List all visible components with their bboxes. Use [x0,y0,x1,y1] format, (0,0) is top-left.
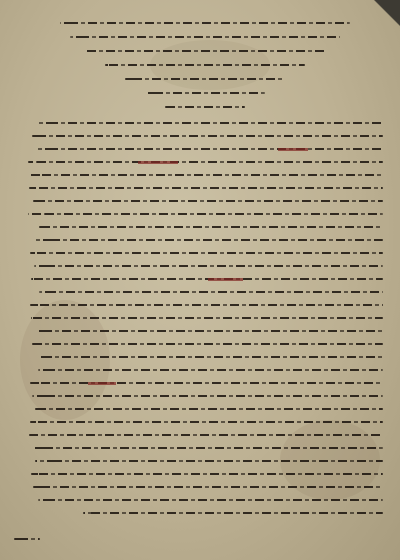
ink-line [105,64,305,66]
ink-line [60,22,350,24]
ink-line [37,148,383,150]
ink-line [14,538,40,540]
margin-note [14,534,44,544]
ink-line [39,356,383,358]
ink-line [37,330,383,332]
ink-line [31,278,383,280]
ink-line [28,213,383,215]
ink-line [30,421,383,423]
ink-line [32,135,383,137]
main-text-block [28,118,383,523]
ink-line [31,473,383,475]
ink-line [39,226,383,228]
ink-line [30,304,383,306]
ink-line [32,447,383,449]
ink-line [30,382,383,384]
rubric-mark [208,278,243,281]
ink-line [165,106,245,108]
ink-line [70,36,340,38]
ink-line [28,161,383,163]
ink-line [33,239,383,241]
ink-line [33,486,383,488]
ink-line [29,434,383,436]
ink-line [39,291,383,293]
ink-line [85,50,325,52]
rubric-mark [278,148,308,151]
rubric-mark [88,382,116,385]
ink-line [29,187,383,189]
ink-line [125,78,285,80]
heading-block [60,18,350,118]
ink-line [38,369,383,371]
ink-line [38,499,383,501]
ink-line [32,343,383,345]
ink-line [35,460,383,462]
ink-line [30,252,383,254]
ink-line [35,408,383,410]
rubric-mark [138,161,178,164]
ink-line [31,317,383,319]
ink-line [32,395,383,397]
ink-line [33,200,383,202]
ink-line [34,265,383,267]
ink-line [145,92,265,94]
ink-line [38,122,383,124]
ink-line [30,174,383,176]
ink-line [83,512,383,514]
